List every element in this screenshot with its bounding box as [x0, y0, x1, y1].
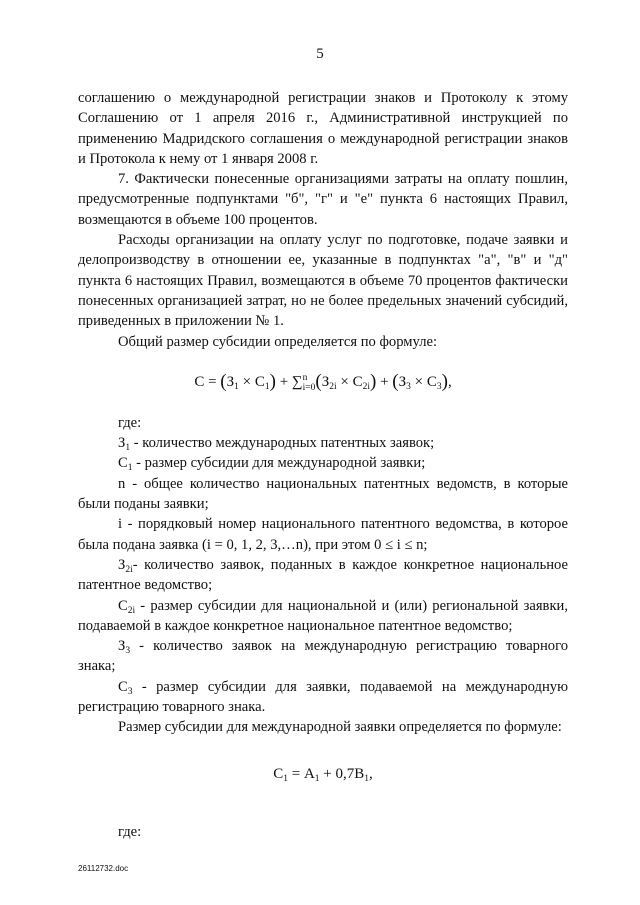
formula-total-subsidy: $С = (З_1 \times С_1) + \sum n$ $i=0(З_{2i} \times С_{2i}) + (З_3 \times С_3)$,	[194, 370, 452, 393]
where-label: где:	[118, 414, 142, 431]
where-label-2: где:	[118, 823, 142, 840]
page-number: 5	[316, 46, 324, 62]
def-c1: $С_1$ - размер субсидии для международной заявки;	[118, 455, 426, 474]
def-z2i: $З_{2i}-$ количество заявок, поданных в каждое конкретное национальное патентное ведомство;	[78, 556, 568, 594]
paragraph-intl-formula-intro: Размер субсидии для международной заявки определяется по формуле:	[118, 719, 562, 736]
paragraph-formula-intro: Общий размер субсидии определяется по формуле:	[118, 333, 438, 350]
formula-international-subsidy: $С_1 = А_1 + 0,7В_1$,	[273, 765, 373, 784]
paragraph-point-7: 7. Фактически понесенные организациями затраты на оплату пошлин, предусмотренные подпунктами "б", "г" и "е" пункта 6 настоящих Правил, возмещаются в объеме 100 процентов.	[78, 171, 568, 228]
paragraph-services-costs: Расходы организации на оплату услуг по подготовке, подаче заявки и делопроизводству в отношении ее, указанные в подпунктах "а", "в" и "д" пункта 6 настоящих Правил, возмещаются в объеме 70 процентов фактически понесенных организацией затрат, но не более предельных значений субсидий, приведенных в приложении № 1.	[78, 232, 568, 330]
def-c2i: $С_{2i}$ - размер субсидии для национальной и (или) региональной заявки, подаваемой в каждое конкретное национальное патентное ведомство;	[78, 597, 568, 634]
def-z3: $З_3$ - количество заявок на международную регистрацию товарного знака;	[78, 638, 568, 675]
def-n: n - общее количество национальных патентных ведомств, в которые были поданы заявки;	[78, 475, 568, 513]
def-c3: $С_3$ - размер субсидии для заявки, подаваемой на международную регистрацию товарного знака.	[78, 678, 568, 716]
sum-limits: n i=0	[302, 372, 316, 393]
def-z1: $З_1$ - количество международных патентных заявок;	[118, 435, 435, 454]
def-i: i - порядковый номер национального патентного ведомства, в которое была подана заявка (i = 0, 1, 2, 3,…n), при этом 0 ≤ i ≤ n;	[78, 516, 568, 553]
document-body	[78, 88, 568, 842]
paragraph-continuation: соглашению о международной регистрации знаков и Протоколу к этому Соглашению от 1 апреля 2016 г., Административной инструкцией по применению Мадридского соглашения о международной регистрации знаков и Протокола к нему от 1 января 2008 г.	[78, 90, 568, 167]
footer-filename: 26112732.doc	[78, 864, 129, 873]
